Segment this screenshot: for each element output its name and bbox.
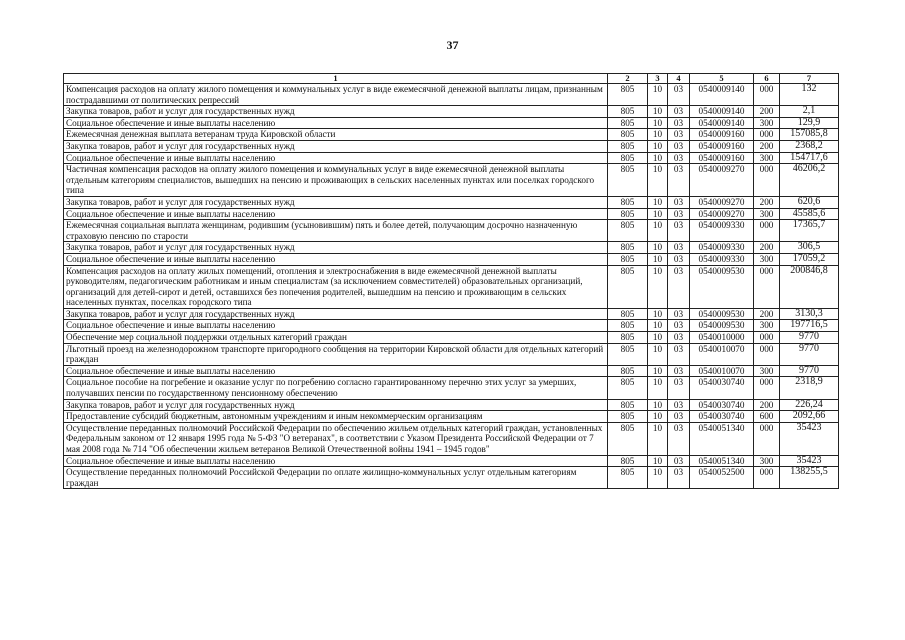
table-row (64, 377, 839, 399)
row-code-expense-type: 000 (754, 220, 780, 242)
row-code-subsection: 03 (668, 152, 690, 164)
column-header: 7 (780, 74, 839, 84)
row-code-admin: 805 (608, 265, 648, 308)
row-amount: 2092,66 (780, 411, 839, 423)
table-row (64, 208, 839, 220)
row-name: Закупка товаров, работ и услуг для государственных нужд (64, 308, 608, 320)
column-header: 2 (608, 74, 648, 84)
row-amount: 17365,7 (780, 220, 839, 242)
table-row (64, 117, 839, 129)
row-code-section: 10 (648, 365, 668, 377)
row-amount: 154717,6 (780, 152, 839, 164)
row-code-expense-type: 300 (754, 253, 780, 265)
row-code-subsection: 03 (668, 196, 690, 208)
row-name: Осуществление переданных полномочий Российской Федерации по оплате жилищно-коммунальных услуг отдельным категориям граждан (64, 467, 608, 489)
row-name: Предоставление субсидий бюджетным, автономным учреждениям и иным некоммерческим организациям (64, 411, 608, 423)
row-code-target: 0540009530 (690, 320, 754, 332)
row-amount: 226,24 (780, 399, 839, 411)
row-code-section: 10 (648, 242, 668, 254)
table-row (64, 129, 839, 141)
row-code-subsection: 03 (668, 467, 690, 489)
row-code-expense-type: 200 (754, 196, 780, 208)
row-code-expense-type: 000 (754, 467, 780, 489)
row-code-expense-type: 000 (754, 343, 780, 365)
row-code-section: 10 (648, 467, 668, 489)
row-code-section: 10 (648, 208, 668, 220)
row-code-expense-type: 300 (754, 455, 780, 467)
row-code-admin: 805 (608, 253, 648, 265)
row-name: Компенсация расходов на оплату жилого помещения и коммунальных услуг в виде ежемесячной денежной выплаты лицам, признанным пострадавшими от политических репрессий (64, 84, 608, 106)
row-amount: 132 (780, 84, 839, 106)
row-code-target: 0540010070 (690, 343, 754, 365)
row-code-admin: 805 (608, 117, 648, 129)
row-code-subsection: 03 (668, 253, 690, 265)
table-row (64, 84, 839, 106)
row-code-section: 10 (648, 152, 668, 164)
row-name: Социальное обеспечение и иные выплаты населению (64, 455, 608, 467)
row-code-target: 0540009160 (690, 152, 754, 164)
page-number: 37 (446, 38, 459, 52)
row-code-admin: 805 (608, 320, 648, 332)
row-amount: 46206,2 (780, 164, 839, 197)
table-row (64, 467, 839, 489)
row-code-section: 10 (648, 320, 668, 332)
row-code-expense-type: 000 (754, 129, 780, 141)
row-code-section: 10 (648, 164, 668, 197)
row-name: Закупка товаров, работ и услуг для государственных нужд (64, 196, 608, 208)
row-code-section: 10 (648, 129, 668, 141)
row-code-target: 0540010000 (690, 332, 754, 344)
row-code-admin: 805 (608, 152, 648, 164)
row-code-admin: 805 (608, 411, 648, 423)
table-row (64, 196, 839, 208)
row-amount: 2318,9 (780, 377, 839, 399)
row-code-admin: 805 (608, 343, 648, 365)
row-code-admin: 805 (608, 208, 648, 220)
row-amount: 17059,2 (780, 253, 839, 265)
row-code-subsection: 03 (668, 106, 690, 118)
row-code-target: 0540009330 (690, 242, 754, 254)
row-name: Социальное обеспечение и иные выплаты населению (64, 117, 608, 129)
row-name: Социальное обеспечение и иные выплаты населению (64, 152, 608, 164)
row-code-subsection: 03 (668, 455, 690, 467)
row-amount: 35423 (780, 455, 839, 467)
table-header-row (64, 74, 839, 84)
row-code-expense-type: 200 (754, 242, 780, 254)
row-code-section: 10 (648, 308, 668, 320)
row-amount: 9770 (780, 343, 839, 365)
row-code-expense-type: 000 (754, 377, 780, 399)
table-row (64, 422, 839, 455)
row-code-target: 0540009140 (690, 117, 754, 129)
row-code-expense-type: 300 (754, 208, 780, 220)
row-code-admin: 805 (608, 399, 648, 411)
row-code-expense-type: 600 (754, 411, 780, 423)
row-code-admin: 805 (608, 242, 648, 254)
row-name: Социальное обеспечение и иные выплаты населению (64, 208, 608, 220)
row-amount: 45585,6 (780, 208, 839, 220)
row-code-subsection: 03 (668, 220, 690, 242)
row-code-section: 10 (648, 140, 668, 152)
row-name: Закупка товаров, работ и услуг для государственных нужд (64, 106, 608, 118)
row-code-target: 0540009530 (690, 265, 754, 308)
row-name: Социальное обеспечение и иные выплаты населению (64, 365, 608, 377)
row-code-subsection: 03 (668, 265, 690, 308)
row-code-target: 0540030740 (690, 399, 754, 411)
row-code-target: 0540009160 (690, 129, 754, 141)
row-name: Закупка товаров, работ и услуг для государственных нужд (64, 242, 608, 254)
row-name: Ежемесячная социальная выплата женщинам, родившим (усыновившим) пять и более детей, получающим досрочно назначенную страховую пенсию по старости (64, 220, 608, 242)
row-code-subsection: 03 (668, 129, 690, 141)
table-row (64, 365, 839, 377)
row-code-subsection: 03 (668, 208, 690, 220)
column-header: 4 (668, 74, 690, 84)
row-code-subsection: 03 (668, 422, 690, 455)
row-code-section: 10 (648, 377, 668, 399)
row-code-expense-type: 200 (754, 140, 780, 152)
row-code-subsection: 03 (668, 308, 690, 320)
row-name: Компенсация расходов на оплату жилых помещений, отопления и электроснабжения в виде ежемесячной денежной выплаты руководителям, педагогическим работникам и иным специалистам (за исключением совместителей) образовательных организаций, организаций для детей-сирот и детей, оставшихся без попечения родителей, вышедшим на пенсию и проживающим в сельских населенных пунктах, поселках городского типа (64, 265, 608, 308)
row-name: Осуществление переданных полномочий Российской Федерации по обеспечению жильем отдельных категорий граждан, установленных Федеральным законом от 12 января 1995 года № 5-ФЗ "О ветеранах", в соответствии с Указом Президента Российской Федерации от 7 мая 2008 года № 714 "Об обеспечении жильем ветеранов Великой Отечественной войны 1941 – 1945 годов" (64, 422, 608, 455)
row-code-section: 10 (648, 343, 668, 365)
row-code-section: 10 (648, 84, 668, 106)
row-amount: 2,1 (780, 106, 839, 118)
row-code-subsection: 03 (668, 242, 690, 254)
table-row (64, 343, 839, 365)
table-row (64, 455, 839, 467)
row-code-section: 10 (648, 117, 668, 129)
table-row (64, 265, 839, 308)
row-code-expense-type: 200 (754, 308, 780, 320)
row-code-target: 0540051340 (690, 422, 754, 455)
row-code-target: 0540030740 (690, 411, 754, 423)
row-code-subsection: 03 (668, 332, 690, 344)
row-code-expense-type: 200 (754, 106, 780, 118)
row-amount: 35423 (780, 422, 839, 455)
row-code-subsection: 03 (668, 140, 690, 152)
row-code-admin: 805 (608, 308, 648, 320)
row-name: Ежемесячная денежная выплата ветеранам труда Кировской области (64, 129, 608, 141)
row-amount: 306,5 (780, 242, 839, 254)
row-code-section: 10 (648, 411, 668, 423)
row-code-expense-type: 300 (754, 320, 780, 332)
row-code-admin: 805 (608, 220, 648, 242)
table-row (64, 253, 839, 265)
table-row (64, 140, 839, 152)
row-code-target: 0540052500 (690, 467, 754, 489)
row-code-target: 0540009330 (690, 220, 754, 242)
row-name: Социальное пособие на погребение и оказание услуг по погребению согласно гарантированному перечню этих услуг за умерших, получавших пенсии по государственному пенсионному обеспечению (64, 377, 608, 399)
row-code-subsection: 03 (668, 343, 690, 365)
row-name: Обеспечение мер социальной поддержки отдельных категорий граждан (64, 332, 608, 344)
row-amount: 129,9 (780, 117, 839, 129)
row-code-target: 0540009140 (690, 106, 754, 118)
table-row (64, 399, 839, 411)
row-code-admin: 805 (608, 106, 648, 118)
row-code-target: 0540051340 (690, 455, 754, 467)
row-code-target: 0540010070 (690, 365, 754, 377)
row-code-subsection: 03 (668, 164, 690, 197)
row-code-subsection: 03 (668, 320, 690, 332)
table-row (64, 411, 839, 423)
row-name: Частичная компенсация расходов на оплату жилого помещения и коммунальных услуг в виде ежемесячной денежной выплаты отдельным категориям специалистов, вышедших на пенсию и проживающих в сельских населенных пунктах или поселках городского типа (64, 164, 608, 197)
row-code-admin: 805 (608, 196, 648, 208)
row-code-subsection: 03 (668, 365, 690, 377)
row-amount: 2368,2 (780, 140, 839, 152)
row-code-admin: 805 (608, 422, 648, 455)
column-header: 6 (754, 74, 780, 84)
row-name: Социальное обеспечение и иные выплаты населению (64, 253, 608, 265)
row-amount: 138255,5 (780, 467, 839, 489)
row-code-target: 0540009270 (690, 208, 754, 220)
row-code-section: 10 (648, 399, 668, 411)
row-code-target: 0540030740 (690, 377, 754, 399)
row-code-target: 0540009270 (690, 164, 754, 197)
row-code-admin: 805 (608, 332, 648, 344)
row-code-admin: 805 (608, 84, 648, 106)
row-code-section: 10 (648, 106, 668, 118)
row-code-target: 0540009140 (690, 84, 754, 106)
row-code-admin: 805 (608, 129, 648, 141)
row-amount: 620,6 (780, 196, 839, 208)
row-code-section: 10 (648, 332, 668, 344)
row-code-section: 10 (648, 265, 668, 308)
row-amount: 200846,8 (780, 265, 839, 308)
row-code-section: 10 (648, 253, 668, 265)
row-code-expense-type: 000 (754, 164, 780, 197)
row-name: Льготный проезд на железнодорожном транспорте пригородного сообщения на территории Кировской области для отдельных категорий граждан (64, 343, 608, 365)
row-code-subsection: 03 (668, 399, 690, 411)
row-amount: 157085,8 (780, 129, 839, 141)
row-code-subsection: 03 (668, 117, 690, 129)
row-code-subsection: 03 (668, 411, 690, 423)
row-code-admin: 805 (608, 140, 648, 152)
row-code-section: 10 (648, 422, 668, 455)
row-name: Социальное обеспечение и иные выплаты населению (64, 320, 608, 332)
row-name: Закупка товаров, работ и услуг для государственных нужд (64, 140, 608, 152)
row-code-admin: 805 (608, 455, 648, 467)
row-code-admin: 805 (608, 164, 648, 197)
row-amount: 197716,5 (780, 320, 839, 332)
row-code-target: 0540009530 (690, 308, 754, 320)
column-header: 1 (64, 74, 608, 84)
row-code-expense-type: 000 (754, 422, 780, 455)
row-amount: 3130,3 (780, 308, 839, 320)
row-code-expense-type: 000 (754, 332, 780, 344)
row-code-expense-type: 300 (754, 365, 780, 377)
table-row (64, 332, 839, 344)
row-code-admin: 805 (608, 467, 648, 489)
row-code-expense-type: 200 (754, 399, 780, 411)
column-header: 3 (648, 74, 668, 84)
column-header: 5 (690, 74, 754, 84)
row-code-target: 0540009160 (690, 140, 754, 152)
row-code-expense-type: 300 (754, 117, 780, 129)
row-code-admin: 805 (608, 377, 648, 399)
table-row (64, 308, 839, 320)
budget-table (63, 73, 839, 489)
row-code-section: 10 (648, 455, 668, 467)
row-amount: 9770 (780, 365, 839, 377)
row-name: Закупка товаров, работ и услуг для государственных нужд (64, 399, 608, 411)
row-code-admin: 805 (608, 365, 648, 377)
row-code-section: 10 (648, 196, 668, 208)
table-row (64, 242, 839, 254)
table-row (64, 152, 839, 164)
row-code-section: 10 (648, 220, 668, 242)
row-amount: 9770 (780, 332, 839, 344)
row-code-subsection: 03 (668, 84, 690, 106)
row-code-expense-type: 000 (754, 265, 780, 308)
table-row (64, 320, 839, 332)
table-row (64, 106, 839, 118)
row-code-target: 0540009330 (690, 253, 754, 265)
row-code-expense-type: 300 (754, 152, 780, 164)
row-code-target: 0540009270 (690, 196, 754, 208)
row-code-subsection: 03 (668, 377, 690, 399)
table-row (64, 164, 839, 197)
table-row (64, 220, 839, 242)
row-code-expense-type: 000 (754, 84, 780, 106)
